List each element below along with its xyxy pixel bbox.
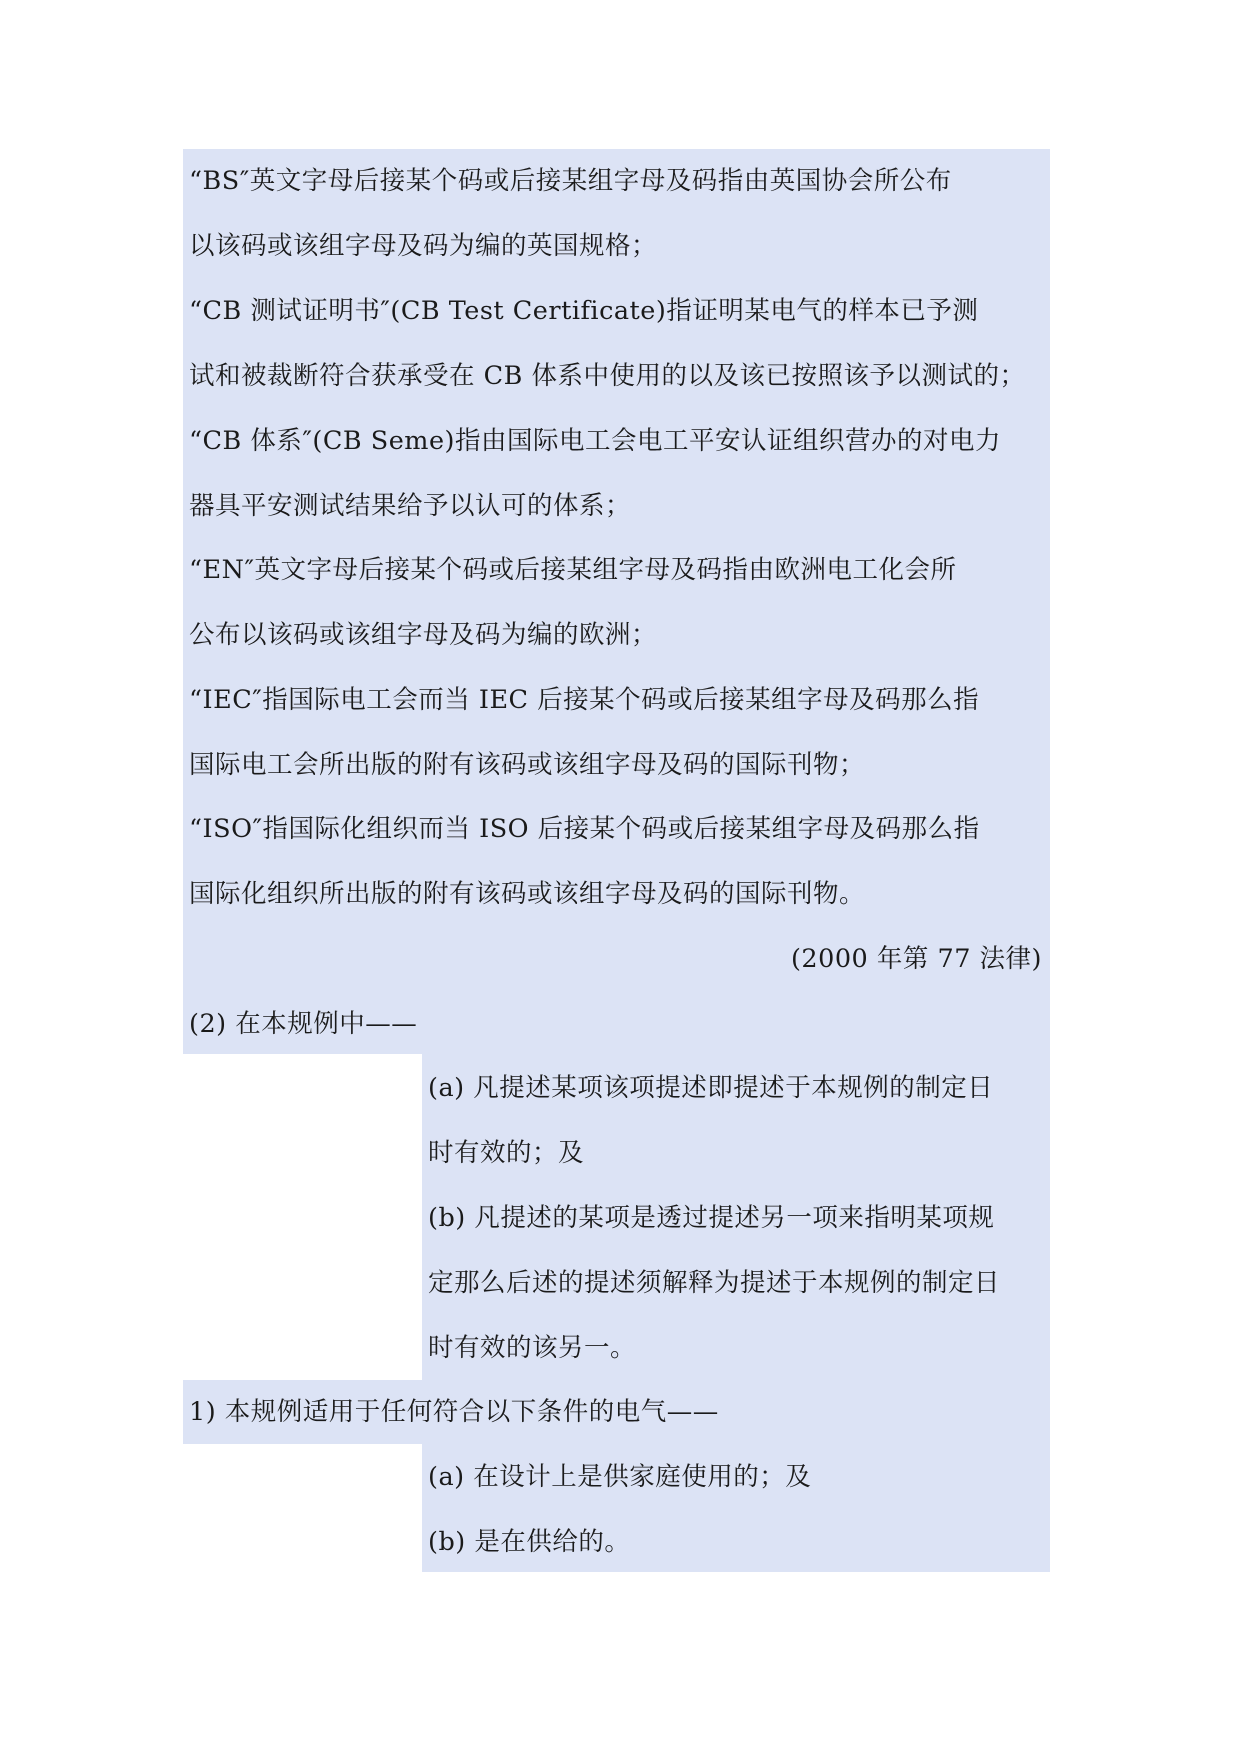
definition-cb-cert-line-2: 试和被裁断符合获承受在 CB 体系中使用的以及该已按照该予以测试的；	[189, 361, 1026, 391]
definition-cb-cert-line-1: “CB 测试证明书″(CB Test Certificate)指证明某电气的样本已予测	[189, 296, 979, 326]
definition-bs-line-2: 以该码或该组字母及码为编的英国规格；	[189, 231, 658, 261]
definition-iec-line-2: 国际电工会所出版的附有该码或该组字母及码的国际刊物；	[189, 750, 866, 780]
definition-bs-line-1: “BS″英文字母后接某个码或后接某组字母及码指由英国协会所公布	[189, 166, 952, 196]
application-clause-heading: 1) 本规例适用于任何符合以下条件的电气——	[189, 1397, 719, 1427]
definition-cb-system-line-1: “CB 体系″(CB Seme)指由国际电工会电工平安认证组织营办的对电力	[189, 426, 1002, 456]
definition-iso-line-2: 国际化组织所出版的附有该码或该组字母及码的国际刊物。	[189, 879, 866, 909]
subsection-2a-line-1: (a) 凡提述某项该项提述即提述于本规例的制定日	[428, 1073, 994, 1103]
application-clause-a: (a) 在设计上是供家庭使用的；及	[428, 1462, 812, 1492]
definition-cb-system-line-2: 器具平安测试结果给予以认可的体系；	[189, 491, 632, 521]
definition-en-line-2: 公布以该码或该组字母及码为编的欧洲；	[189, 620, 658, 650]
definition-iec-line-1: “IEC″指国际电工会而当 IEC 后接某个码或后接某组字母及码那么指	[189, 685, 980, 715]
application-clause-b: (b) 是在供给的。	[428, 1527, 631, 1557]
subsection-2b-line-2: 定那么后述的提述须解释为提述于本规例的制定日	[428, 1268, 1001, 1298]
subsection-2-heading: (2) 在本规例中——	[189, 1009, 418, 1039]
definition-iso-line-1: “ISO″指国际化组织而当 ISO 后接某个码或后接某组字母及码那么指	[189, 814, 980, 844]
highlight-block-1	[183, 149, 1050, 1054]
subsection-2a-line-2: 时有效的；及	[428, 1138, 585, 1168]
definition-en-line-1: “EN″英文字母后接某个码或后接某组字母及码指由欧洲电工化会所	[189, 555, 957, 585]
subsection-2b-line-1: (b) 凡提述的某项是透过提述另一项来指明某项规	[428, 1203, 995, 1233]
subsection-2b-line-3: 时有效的该另一。	[428, 1333, 637, 1363]
amendment-note: (2000 年第 77 法律)	[790, 944, 1042, 974]
